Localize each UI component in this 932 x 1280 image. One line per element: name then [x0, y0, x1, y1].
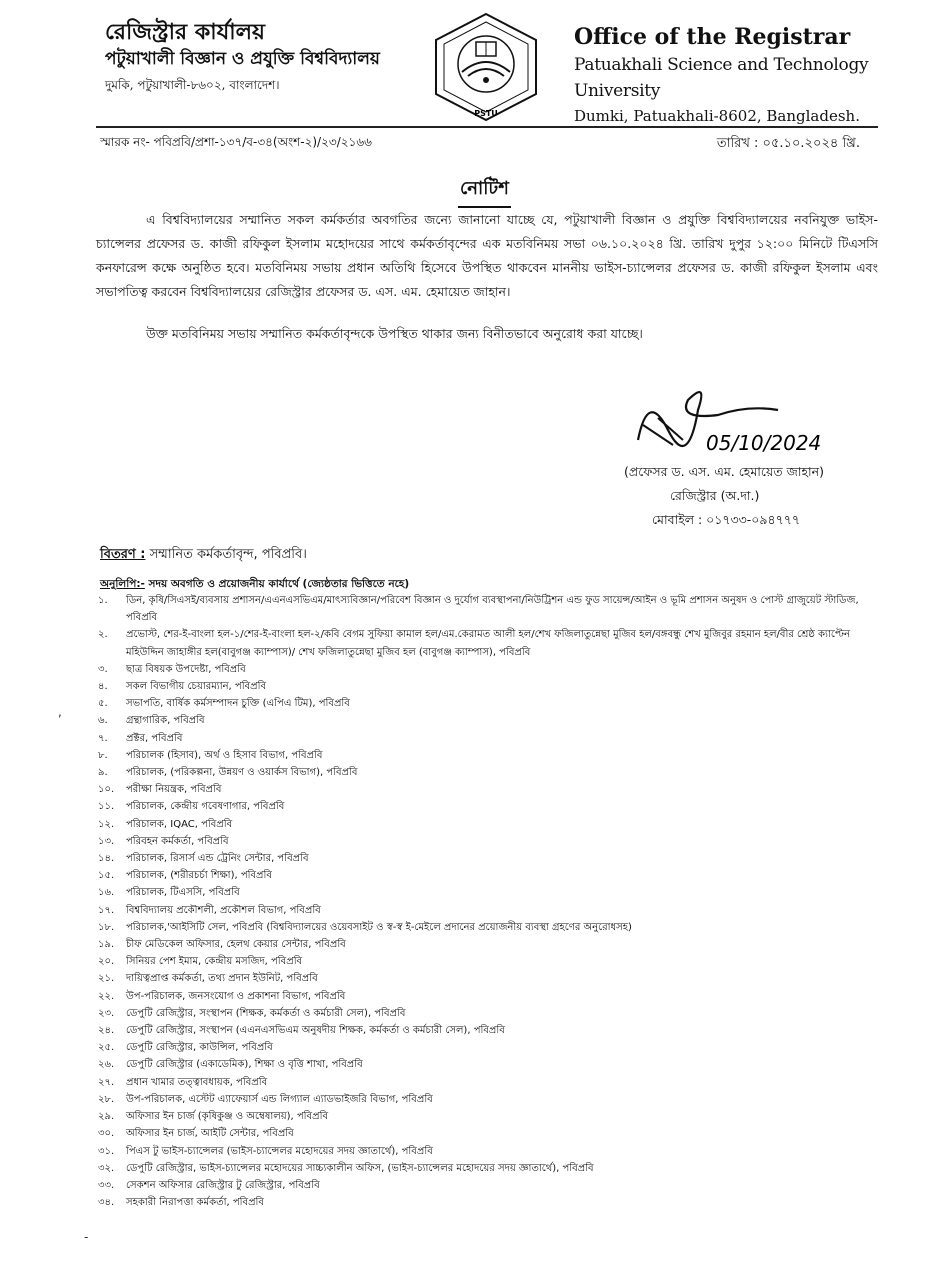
list-item-number: ১১. [98, 801, 115, 813]
list-item-number: ২. [98, 629, 108, 641]
list-item-text: সভাপতি, বার্ষিক কর্মসম্পাদন চুক্তি (এপিএ টিম), পবিপ্রবি [126, 698, 350, 710]
list-item [96, 798, 886, 815]
list-item [96, 1194, 886, 1211]
office-name-en: Office of the Registrar [574, 24, 851, 50]
list-item [96, 661, 886, 678]
list-item-text: সেকশন অফিসার রেজিস্ট্রার টু রেজিস্ট্রার, পবিপ্রবি [126, 1179, 320, 1191]
list-item-text: পিএস টু ভাইস-চ্যান্সেলর (ভাইস-চ্যান্সেলর মহোদয়ের সদয় জ্ঞাতার্থে), পবিপ্রবি [126, 1145, 433, 1157]
list-item [96, 816, 886, 833]
address-en: Dumki, Patuakhali-8602, Bangladesh. [574, 107, 860, 125]
list-item [96, 988, 886, 1005]
signatory-block [623, 460, 824, 532]
distribution-line [100, 545, 307, 566]
list-item-number: ২৪. [98, 1025, 115, 1037]
list-item-text: পরিচালক, রিসার্স এন্ড ট্রেনিং সেন্টার, পবিপ্রবি [126, 853, 309, 865]
list-item [96, 1160, 886, 1177]
list-item-text: ডেপুটি রেজিস্ট্রার, সংস্থাপন (শিক্ষক, কর্মকর্তা ও কর্মচারী সেল), পবিপ্রবি [126, 1007, 406, 1019]
list-item-number: ৪. [98, 681, 108, 693]
list-item-number: ২৭. [98, 1076, 115, 1088]
list-item-text: সকল বিভাগীয় চেয়ারম্যান, পবিপ্রবি [126, 681, 267, 693]
header-english [574, 22, 932, 128]
list-item-number: ৭. [98, 732, 108, 744]
list-item [96, 850, 886, 867]
list-item-text: চীফ মেডিকেল অফিসার, হেলথ কেয়ার সেন্টার, পবিপ্রবি [126, 939, 346, 951]
list-item [96, 1039, 886, 1056]
copy-to-label: অনুলিপি:- [100, 578, 145, 590]
list-item-text: দায়িত্বপ্রাপ্ত কর্মকর্তা, তথ্য প্রদান ইউনিট, পবিপ্রবি [126, 973, 318, 985]
margin-mark: - [84, 1230, 89, 1244]
list-item-number: ৯. [98, 767, 108, 779]
header-bangla [105, 18, 380, 98]
list-item [96, 1005, 886, 1022]
copy-to-text: সদয় অবগতি ও প্রয়োজনীয় কার্যার্থে (জ্যেষ্ঠতার ভিত্তিতে নহে) [144, 578, 410, 590]
list-item-number: ১৮. [98, 921, 115, 933]
list-item-text: প্রক্টর, পবিপ্রবি [126, 732, 183, 744]
notice-body-paragraph-2: উক্ত মতবিনিময় সভায় সম্মানিত কর্মকর্তাবৃন্দকে উপস্থিত থাকার জন্য বিনীতভাবে অনুরোধ করা যাচ্ছে। [146, 326, 643, 341]
list-item-number: ৩. [98, 663, 108, 675]
list-item-number: ১২. [98, 818, 115, 830]
list-item-number: ৮. [98, 749, 108, 761]
list-item-text: পরিচালক, কেন্দ্রীয় গবেষণাগার, পবিপ্রবি [126, 801, 285, 813]
list-item [96, 919, 886, 936]
signature-date: 05/10/2024 [706, 431, 822, 455]
list-item-text: উপ-পরিচালক, জনসংযোগ ও প্রকাশনা বিভাগ, পবিপ্রবি [126, 990, 346, 1002]
list-item-number: ২০. [98, 956, 115, 968]
list-item-number: ৩০. [98, 1128, 115, 1140]
list-item [96, 953, 886, 970]
list-item-number: ১৪. [98, 853, 115, 865]
university-logo [432, 12, 540, 122]
copy-recipients-list [96, 592, 886, 1211]
list-item-text: ছাত্র বিষয়ক উপদেষ্টা, পবিপ্রবি [126, 663, 246, 675]
list-item-number: ২৯. [98, 1111, 115, 1123]
list-item-text: পরিচালক,'আইসিটি সেল, পবিপ্রবি (বিশ্ববিদ্যালয়ের ওয়েবসাইট ও স্ব-স্ব ই-মেইলে প্রদানের প্রয়োজনীয় ব্যবস্থা গ্রহণের অনুরোধসহ) [126, 921, 632, 933]
margin-mark: , [58, 705, 62, 719]
list-item-text: পরীক্ষা নিয়ন্ত্রক, পবিপ্রবি [126, 784, 222, 796]
list-item [96, 902, 886, 919]
list-item [96, 1125, 886, 1142]
list-item-text: পরিচালক, টিএসসি, পবিপ্রবি [126, 887, 240, 899]
distribution-label: বিতরণ : [100, 547, 146, 562]
list-item [96, 764, 886, 781]
logo-pstu-text: PSTU [474, 109, 498, 118]
list-item-number: ৩২. [98, 1162, 115, 1174]
list-item-number: ১৭. [98, 904, 115, 916]
list-item-number: ৬. [98, 715, 108, 727]
list-item [96, 592, 886, 626]
list-item-text: ডিন, কৃষি/সিএসই/ব্যবসায় প্রশাসন/এএনএসভিএম/মাৎস্যবিজ্ঞান/পরিবেশ বিজ্ঞান ও দুর্যোগ ব্যবস্থাপনা/নিউট্রিশন এন্ড ফুড সায়েন্স/আইন ও ভূমি প্রশাসন অনুষদ ও পোস্ট গ্রাজুয়েট স্টাডিজ, পবিপ্রবি [126, 595, 859, 624]
list-item-number: ২৩. [98, 1007, 115, 1019]
list-item-text: অফিসার ইন চার্জ (কৃষিকুঞ্জ ও অম্বেষালয়), পবিপ্রবি [126, 1111, 329, 1123]
list-item-number: ২৬. [98, 1059, 115, 1071]
list-item-text: সহকারী নিরাপত্তা কর্মকর্তা, পবিপ্রবি [126, 1197, 264, 1209]
list-item-text: পরিচালক (হিসাব), অর্থ ও হিসাব বিভাগ, পবিপ্রবি [126, 749, 323, 761]
list-item-number: ৫. [98, 698, 108, 710]
list-item [96, 678, 886, 695]
list-item-number: ১৯. [98, 939, 115, 951]
list-item [96, 1091, 886, 1108]
list-item [96, 1143, 886, 1160]
address-bn: দুমকি, পটুয়াখালী-৮৬০২, বাংলাদেশ। [105, 78, 280, 92]
list-item-text: গ্রন্থাগারিক, পবিপ্রবি [126, 715, 205, 727]
list-item-text: সিনিয়র পেশ ইমাম, কেন্দ্রীয় মসজিদ, পবিপ্রবি [126, 956, 303, 968]
list-item-number: ২২. [98, 990, 115, 1002]
list-item-number: ১. [98, 595, 108, 606]
signatory-name: (প্রফেসর ড. এস. এম. হেমায়েত জাহান) [623, 464, 824, 479]
distribution-text: সম্মানিত কর্মকর্তাবৃন্দ, পবিপ্রবি। [145, 547, 307, 562]
list-item-number: ২১. [98, 973, 115, 985]
list-item-text: বিশ্ববিদ্যালয় প্রকৌশলী, প্রকৌশল বিভাগ, পবিপ্রবি [126, 904, 321, 916]
list-item-text: উপ-পরিচালক, এস্টেট এ্যাফেয়ার্স এন্ড লিগ্যাল এ্যাডভাইজরি বিভাগ, পবিপ্রবি [126, 1093, 433, 1105]
list-item [96, 747, 886, 764]
list-item [96, 936, 886, 953]
list-item [96, 1022, 886, 1039]
signature [628, 370, 828, 460]
list-item-number: ১৬. [98, 887, 115, 899]
list-item [96, 712, 886, 729]
list-item [96, 1074, 886, 1091]
signatory-title: রেজিস্ট্রার (অ.দা.) [669, 488, 760, 503]
list-item [96, 1108, 886, 1125]
list-item-number: ১০. [98, 784, 115, 796]
list-item-text: ডেপুটি রেজিস্ট্রার (একাডেমিক), শিক্ষা ও বৃত্তি শাখা, পবিপ্রবি [126, 1059, 363, 1071]
university-name-en: Patuakhali Science and Technology University [574, 55, 869, 101]
list-item-number: ৩৩. [98, 1179, 115, 1191]
list-item-text: ডেপুটি রেজিস্ট্রার, ভাইস-চ্যান্সেলর মহোদয়ের সাচ্চ্যকালীন অফিস, (ভাইস-চ্যান্সেলর মহোদয়ের সদয় জ্ঞাতার্থে), পবিপ্রবি [126, 1162, 594, 1174]
list-item-text: পরিচালক, (শরীরচর্চা শিক্ষা), পবিপ্রবি [126, 870, 272, 882]
list-item-number: ৩১. [98, 1145, 115, 1157]
notice-title: নোটিশ [458, 174, 511, 208]
university-name-bn: পটুয়াখালী বিজ্ঞান ও প্রযুক্তি বিশ্ববিদ্যালয় [105, 49, 380, 69]
list-item-number: ২৮. [98, 1093, 115, 1105]
list-item [96, 833, 886, 850]
list-item [96, 1177, 886, 1194]
list-item-text: ডেপুটি রেজিস্ট্রার, সংস্থাপন (এএনএসভিএম অনুষদীয় শিক্ষক, কর্মকর্তা ও কর্মচারী সেল), পবিপ্রবি [126, 1025, 505, 1037]
notice-date: তারিখ : ০৫.১০.২০২৪ খ্রি. [716, 136, 860, 151]
list-item-number: ২৫. [98, 1042, 115, 1054]
list-item-number: ৩৪. [98, 1197, 115, 1209]
list-item [96, 867, 886, 884]
list-item [96, 730, 886, 747]
memo-number: স্মারক নং- পবিপ্রবি/প্রশা-১৩৭/ব-৩৪(অংশ-২)/২৩/২১৬৬ [100, 135, 372, 149]
list-item [96, 1056, 886, 1073]
list-item [96, 626, 886, 660]
list-item [96, 884, 886, 901]
list-item-text: পরিবহন কর্মকর্তা, পবিপ্রবি [126, 835, 229, 847]
list-item-text: পরিচালক, IQAC, পবিপ্রবি [126, 818, 233, 830]
list-item [96, 695, 886, 712]
signatory-mobile: মোবাইল : ০১৭৩৩-০৯৪৭৭৭ [651, 512, 801, 527]
list-item-text: অফিসার ইন চার্জ, আইটি সেন্টার, পবিপ্রবি [126, 1128, 294, 1140]
list-item-text: ডেপুটি রেজিস্ট্রার, কাউন্সিল, পবিপ্রবি [126, 1042, 273, 1054]
header-divider [96, 126, 878, 128]
list-item-number: ১৩. [98, 835, 115, 847]
notice-body-paragraph-1: এ বিশ্ববিদ্যালয়ের সম্মানিত সকল কর্মকর্তার অবগতির জন্যে জানানো যাচ্ছে যে, পটুয়াখালী বিজ্ঞান ও প্রযুক্তি বিশ্ববিদ্যালয়ের নবনিযুক্ত ভাইস-চ্যান্সেলর প্রফেসর ড. কাজী রফিকুল ইসলাম মহোদয়ের সাথে কর্মকর্তাবৃন্দের এক মতবিনিময় সভা ০৬.১০.২০২৪ খ্রি. তারিখ দুপুর ১২:০০ মিনিটে টিএসসি কনফারেন্স কক্ষে অনুষ্ঠিত হবে। মতবিনিময় সভায় প্রধান অতিথি হিসেবে উপস্থিত থাকবেন মাননীয় ভাইস-চ্যান্সেলর প্রফেসর ড. কাজী রফিকুল ইসলাম এবং সভাপতিত্ব করবেন বিশ্ববিদ্যালয়ের রেজিস্ট্রার প্রফেসর ড. এস. এম. হেমায়েত জাহান। [96, 212, 878, 299]
list-item-number: ১৫. [98, 870, 115, 882]
list-item-text: প্রভোস্ট, শের-ই-বাংলা হল-১/শের-ই-বাংলা হল-২/কবি বেগম সুফিয়া কামাল হল/এম.কেরামত আলী হল/শেখ ফজিলাতুন্নেছা মুজিব হল/বঙ্গবন্ধু শেখ মুজিবুর রহমান হল/বীর শ্রেষ্ঠ ক্যাপ্টেন মহিউদ্দিন জাহাঙ্গীর হল(বাবুগঞ্জ ক্যাম্পাস)/ শেখ ফজিলাতুন্নেছা মুজিব হল (বাবুগঞ্জ ক্যাম্পাস), পবিপ্রবি [126, 629, 850, 658]
list-item-text: পরিচালক, (পরিকল্পনা, উন্নয়ণ ও ওয়ার্কস বিভাগ), পবিপ্রবি [126, 767, 358, 779]
office-name-bn: রেজিস্ট্রার কার্যালয় [105, 19, 265, 45]
list-item [96, 970, 886, 987]
list-item [96, 781, 886, 798]
list-item-text: প্রধান খামার তত্ত্বাবধায়ক, পবিপ্রবি [126, 1076, 268, 1088]
